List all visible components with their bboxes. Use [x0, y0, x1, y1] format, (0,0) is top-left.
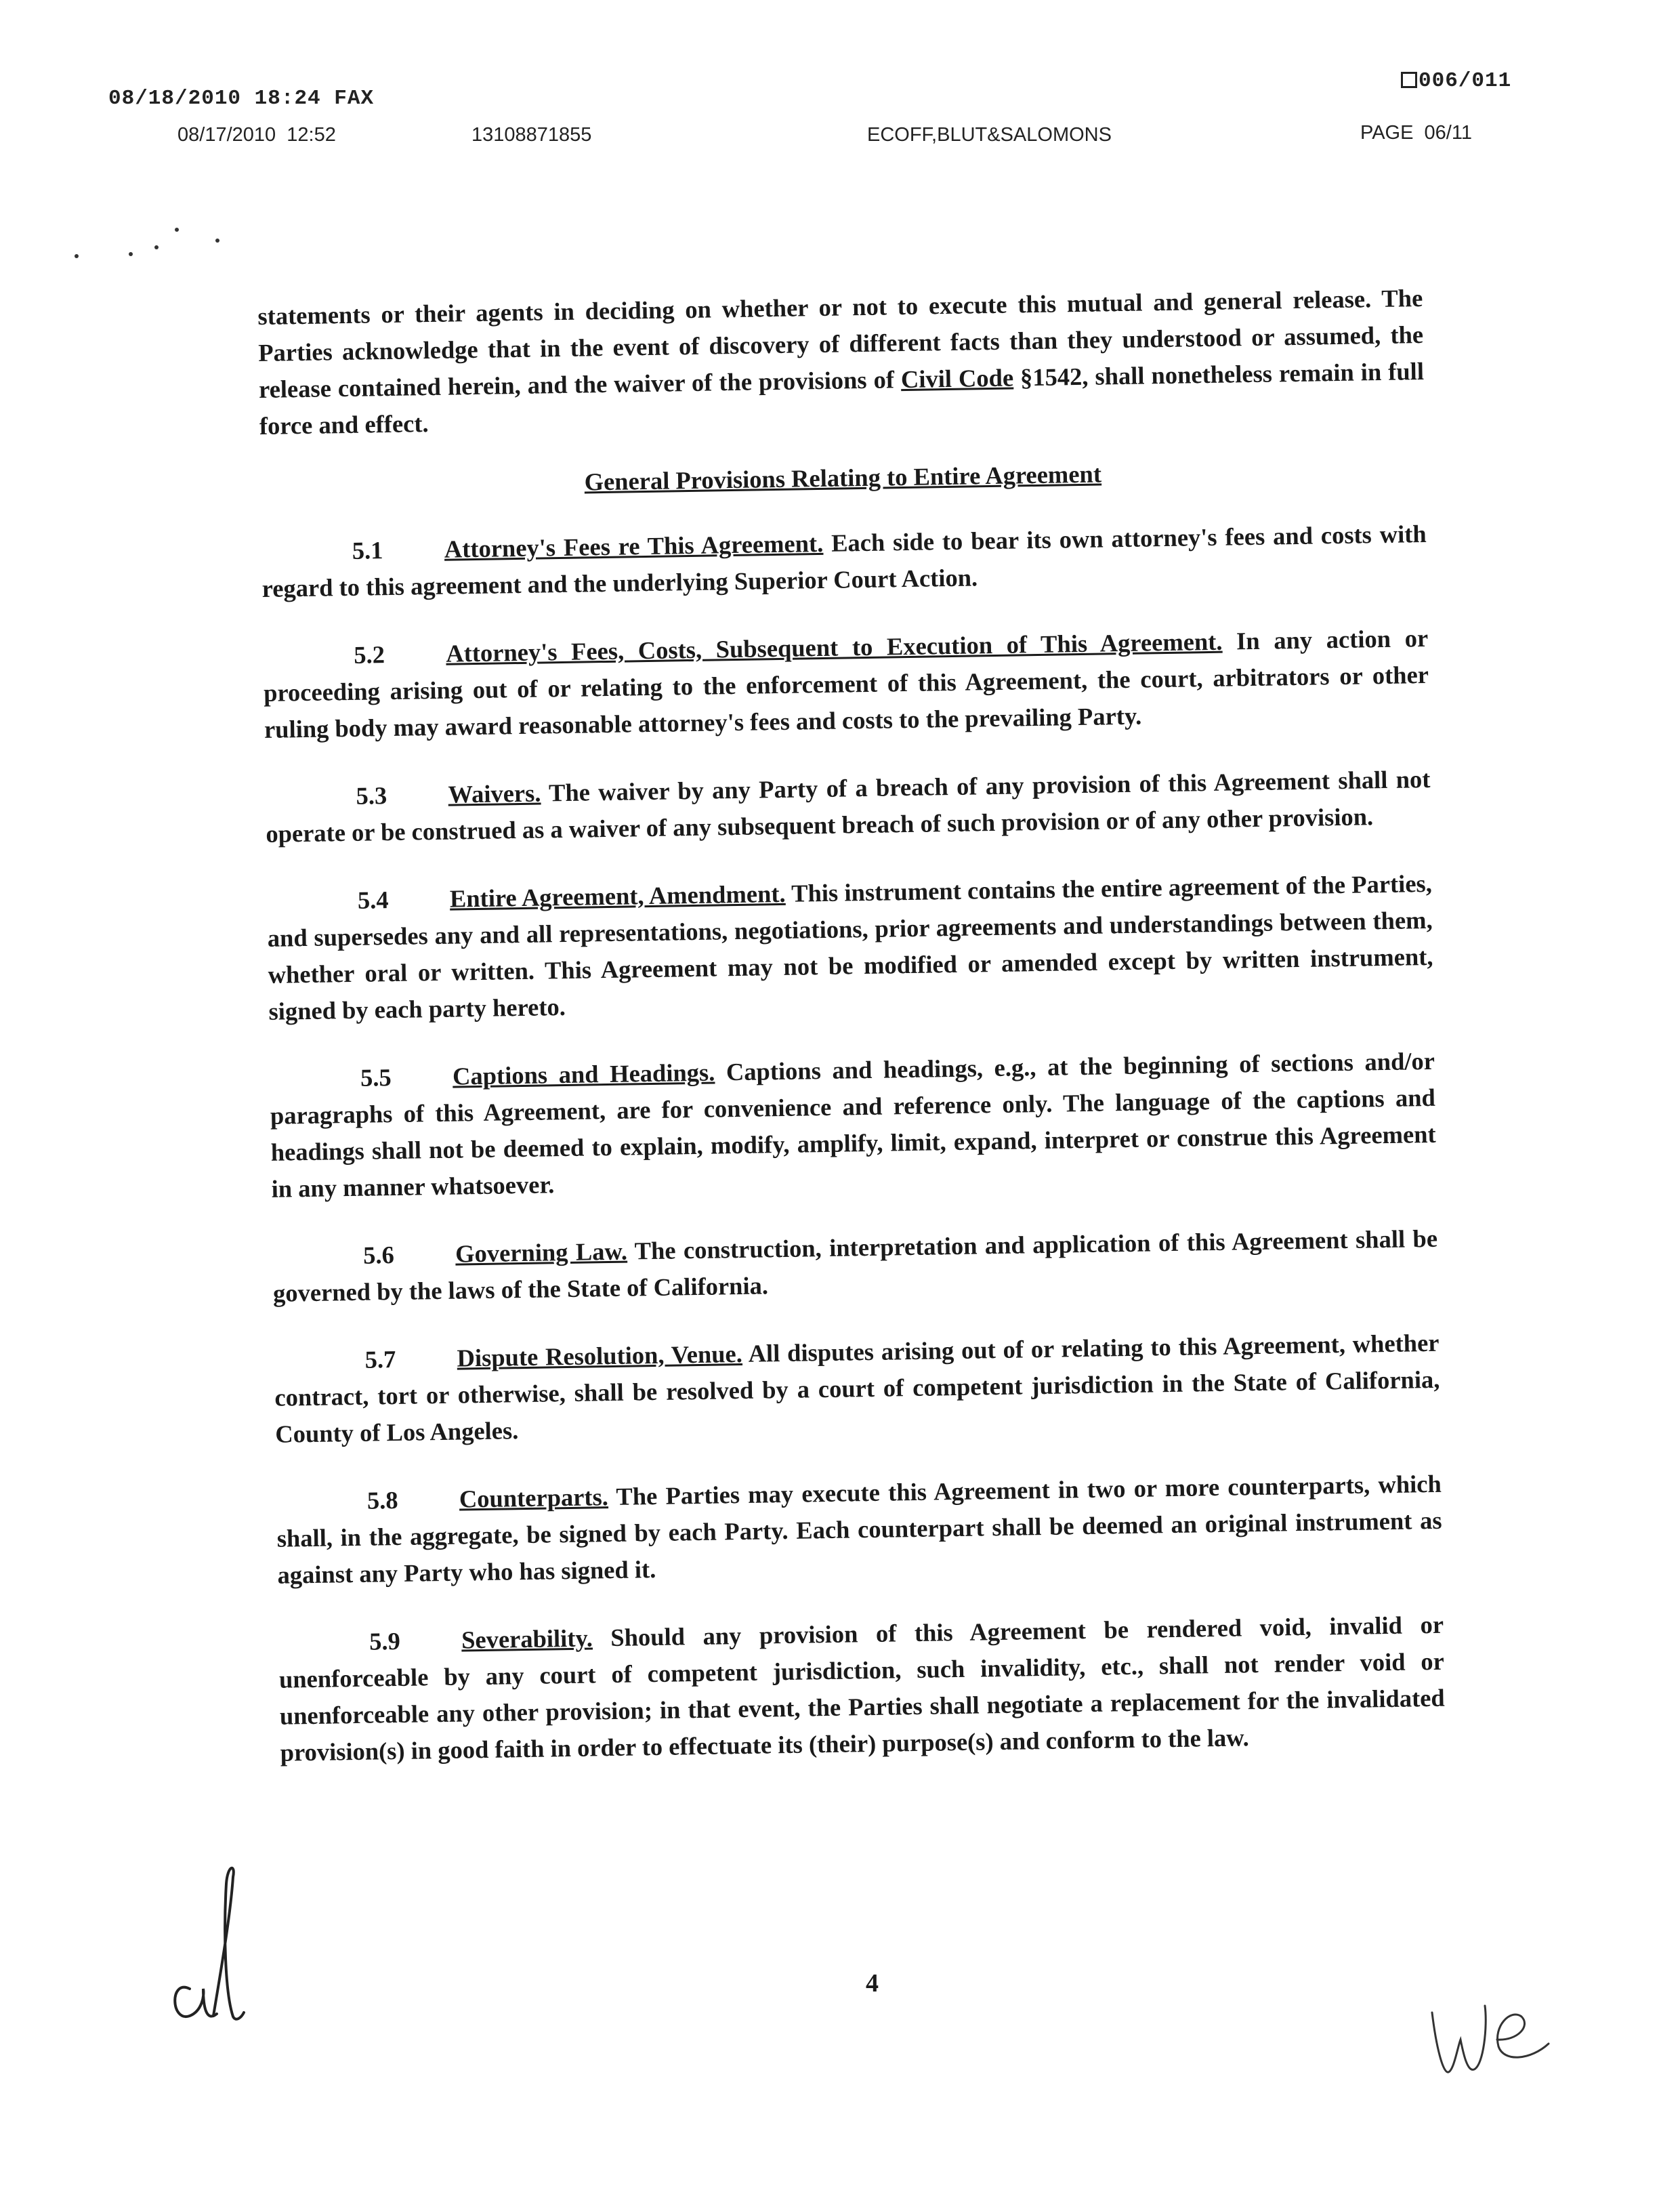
provision-text: Captions and headings, e.g., at the beginning of sections and/or paragraphs of this Agreement, are for convenience and reference only. The language of the captions and headings shall not be deemed to explain, modify, amplify, limit, expand, interpret or construe this Agreement in any manner whatsoever.	[270, 1046, 1436, 1203]
provision-text: Should any provision of this Agreement be rendered void, invalid or unenforceable by any court of competent jurisdiction, such invalidity, etc., shall not render void or unenforceable any other provision; in that event, the Parties shall negotiate a replacement for the invalidated provision(s) in good faith in order to effectuate its (their) purpose(s) and conform to the law.	[278, 1610, 1445, 1767]
provision-text: In any action or proceeding arising out of or relating to the enforcement of this Agreement, the court, arbitrators or other ruling body may award reasonable attorney's fees and costs to the prevailing Party.	[263, 623, 1429, 743]
civil-code-reference: Civil Code	[900, 363, 1014, 394]
provision-title: Waivers.	[448, 779, 541, 808]
provision-text: Each side to bear its own attorney's fees and costs with regard to this agreement and the underlying Superior Court Action.	[261, 519, 1427, 602]
continuation-text: statements or their agents in deciding on whether or not to execute this mutual and general release. The Parties acknowledge that in the event of discovery of different facts than they understood or assumed, the release contained herein, and the waiver of the provisions of	[257, 283, 1424, 403]
initials-left-signature	[163, 1857, 251, 2033]
fax-timestamp: 08/18/2010 18:24 FAX	[108, 87, 375, 110]
provision-5-6	[272, 1220, 1438, 1312]
provision-5-8	[276, 1466, 1442, 1594]
provision-number: 5.5	[360, 1063, 392, 1092]
scan-speck	[175, 228, 179, 232]
section-heading-text: General Provisions Relating to Entire Agreement	[584, 459, 1102, 496]
provision-title: Dispute Resolution, Venue.	[457, 1339, 743, 1372]
provision-number: 5.6	[362, 1241, 395, 1269]
provision-number: 5.3	[356, 781, 387, 810]
provision-5-9	[278, 1607, 1446, 1771]
provision-text: The waiver by any Party of a breach of any provision of this Agreement shall not operate or be construed as a waiver of any subsequent breach of such provision or of any other provision.	[266, 764, 1431, 848]
continuation-text-end: §1542, shall nonetheless remain in full force and effect.	[259, 356, 1425, 440]
provision-text: This instrument contains the entire agreement of the Parties, and supersedes any and all representations, negotiations, prior agreements and understandings between them, whether oral or written. This Agreement may not be modified or amended except by written instrument, signed by each party hereto.	[267, 869, 1433, 1025]
provision-text: The construction, interpretation and application of this Agreement shall be governed by the laws of the State of California.	[272, 1224, 1438, 1307]
scan-speck	[129, 252, 133, 256]
scan-speck	[75, 254, 79, 258]
provision-number: 5.7	[364, 1344, 396, 1374]
document-body	[257, 280, 1446, 1771]
provision-number: 5.2	[353, 640, 385, 669]
provision-number: 5.4	[357, 886, 389, 914]
provision-title: Attorney's Fees, Costs, Subsequent to Execution of This Agreement.	[445, 627, 1223, 667]
fax-page-count	[1401, 69, 1511, 93]
provision-5-2	[263, 620, 1429, 748]
continuation-paragraph	[257, 280, 1425, 445]
fax-page: PAGE 06/11	[1360, 122, 1472, 144]
provision-title: Attorney's Fees re This Agreement.	[444, 529, 824, 563]
provision-5-7	[274, 1325, 1440, 1453]
provision-5-4	[267, 865, 1434, 1030]
page-number: 4	[866, 1969, 879, 1998]
provision-title: Counterparts.	[459, 1483, 609, 1513]
provision-5-3	[265, 761, 1431, 852]
fax-sender: ECOFF,BLUT&SALOMONS	[867, 124, 1112, 146]
scan-speck	[215, 239, 219, 243]
fax-date: 08/17/2010 12:52	[177, 124, 336, 146]
provision-number: 5.8	[366, 1485, 398, 1514]
initials-right-signature	[1423, 1985, 1558, 2094]
provision-5-1	[261, 516, 1427, 607]
fax-number: 13108871855	[471, 124, 592, 146]
section-heading	[260, 451, 1426, 505]
provision-title: Severability.	[461, 1624, 593, 1654]
provision-title: Governing Law.	[455, 1237, 628, 1268]
fax-checkbox-icon	[1401, 72, 1417, 88]
provision-text: All disputes arising out of or relating to this Agreement, whether contract, tort or otherwise, shall be resolved by a court of competent jurisdiction in the State of California, County of Los Angeles.	[274, 1328, 1440, 1448]
provision-text: The Parties may execute this Agreement in two or more counterparts, which shall, in the aggregate, be signed by each Party. Each counterpart shall be deemed an original instrument as against any Party who has signed it.	[276, 1469, 1442, 1589]
provision-number: 5.1	[352, 536, 383, 564]
provision-title: Entire Agreement, Amendment.	[449, 879, 786, 913]
provision-number: 5.9	[369, 1626, 401, 1655]
scan-speck	[154, 245, 159, 249]
provision-title: Captions and Headings.	[452, 1058, 715, 1090]
provision-5-5	[270, 1043, 1437, 1207]
fax-page-count-text: 006/011	[1419, 69, 1512, 93]
